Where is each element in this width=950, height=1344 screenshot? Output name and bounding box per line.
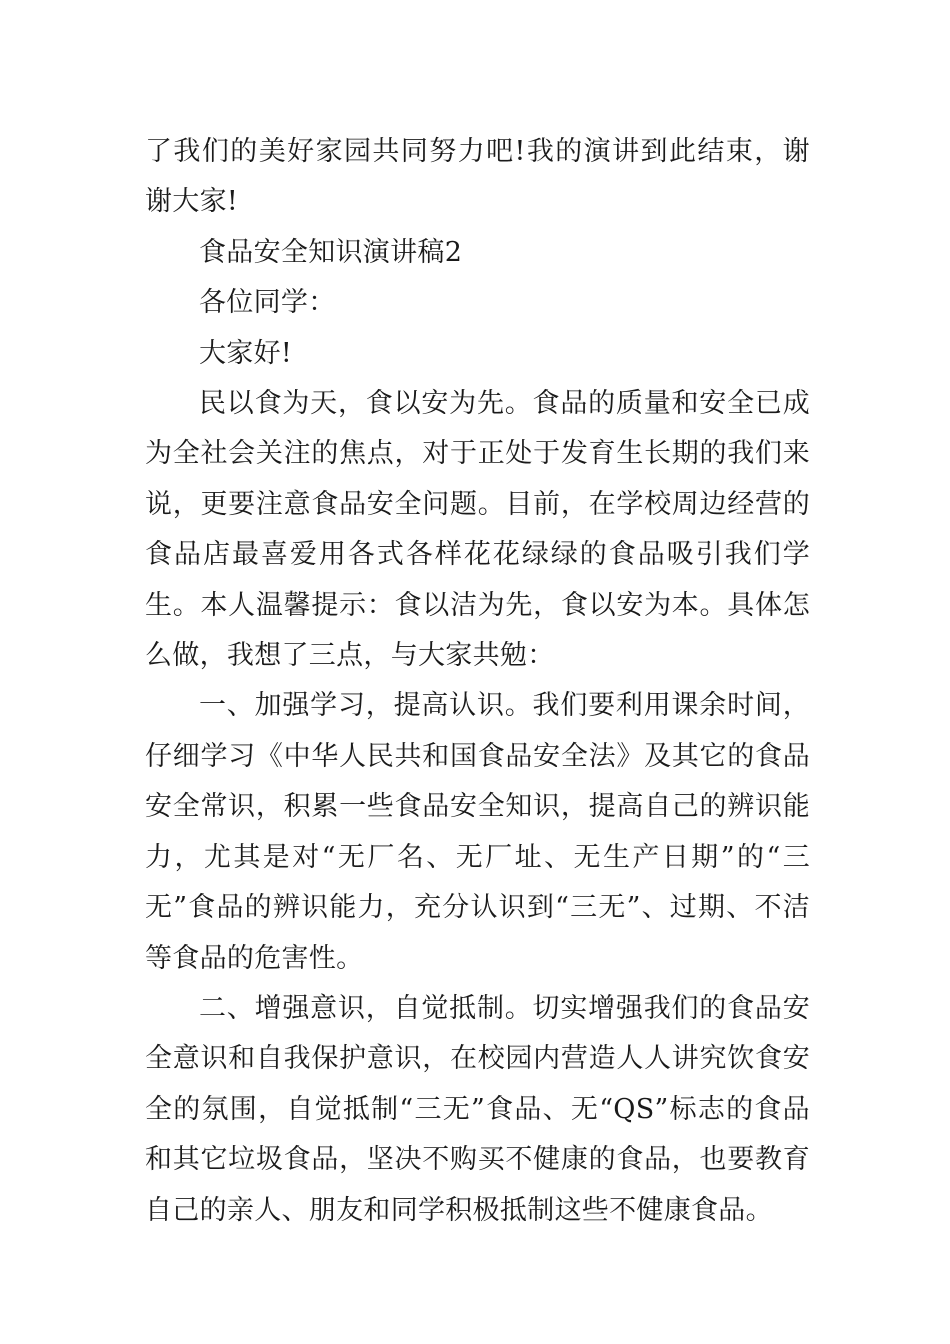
paragraph-point-two: 二、增强意识，自觉抵制。切实增强我们的食品安全意识和自我保护意识，在校园内营造人人讲究饮食安全的氛围，自觉抵制“三无”食品、无“QS”标志的食品和其它垃圾食品，坚决不购买不健康的食品，也要教育自己的亲人、朋友和同学积极抵制这些不健康食品。 xyxy=(145,992,810,1226)
paragraph-point-one: 一、加强学习，提高认识。我们要利用课余时间，仔细学习《中华人民共和国食品安全法》及其它的食品安全常识，积累一些食品安全知识，提高自己的辨识能力，尤其是对“无厂名、无厂址、无生产日期”的“三无”食品的辨识能力，充分认识到“三无”、过期、不洁等食品的危害性。 xyxy=(145,690,810,974)
paragraph-closing-continuation: 了我们的美好家园共同努力吧!我的演讲到此结束，谢谢大家! xyxy=(145,136,810,218)
salutation: 各位同学： xyxy=(199,287,336,319)
section-title: 食品安全知识演讲稿2 xyxy=(199,236,463,268)
paragraph-intro: 民以食为天，食以安为先。食品的质量和安全已成为全社会关注的焦点，对于正处于发育生长期的我们来说，更要注意食品安全问题。目前，在学校周边经营的食品店最喜爱用各式各样花花绿绿的食品吸引我们学生。本人温馨提示：食以洁为先，食以安为本。具体怎么做，我想了三点，与大家共勉： xyxy=(145,388,810,672)
greeting: 大家好! xyxy=(199,337,293,369)
document-body xyxy=(145,127,810,1236)
